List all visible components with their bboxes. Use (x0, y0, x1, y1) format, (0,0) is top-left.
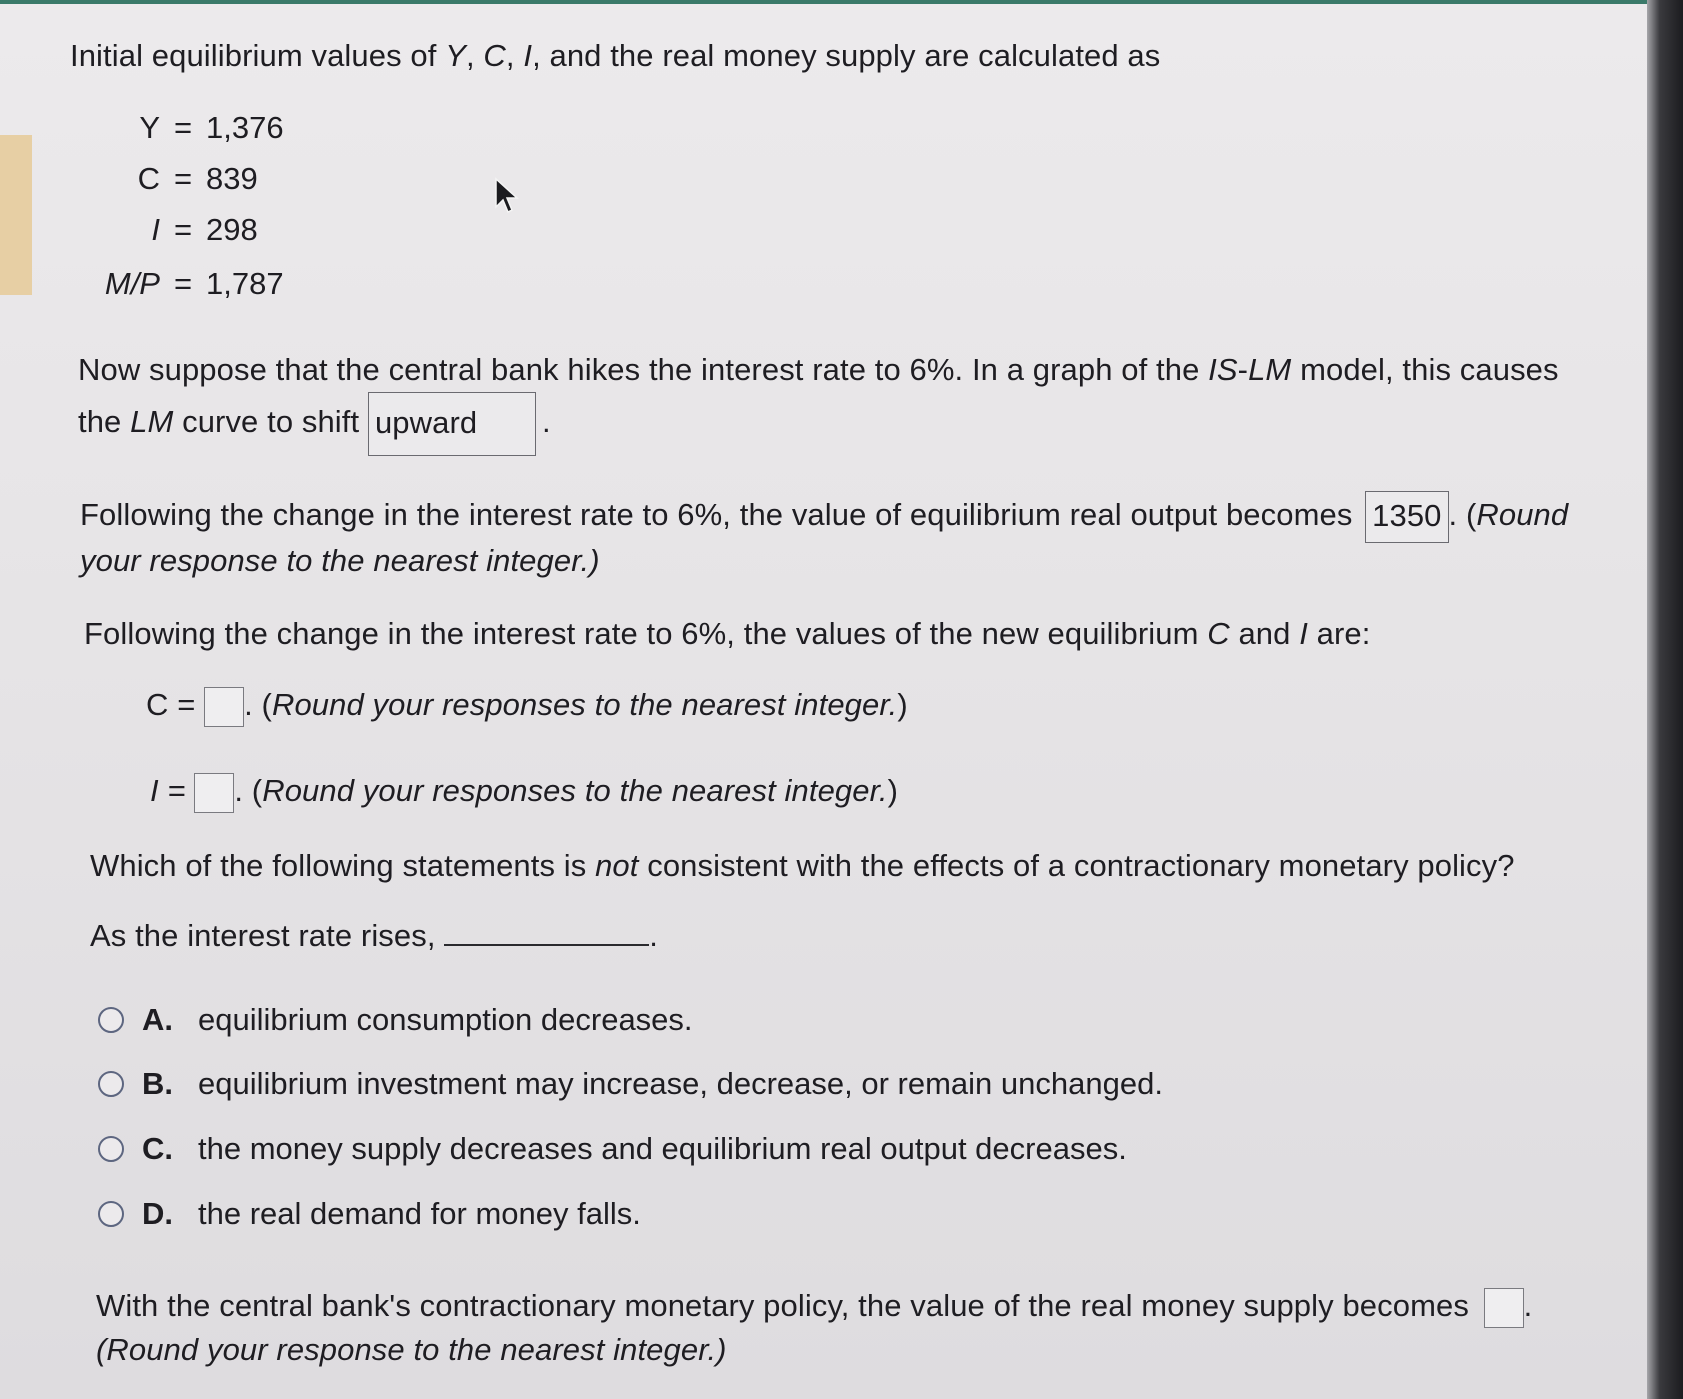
q5-line2: (Round your response to the nearest integer.) (96, 1332, 727, 1367)
radio-button-icon[interactable] (98, 1201, 124, 1227)
q4-stem: As the interest rate rises, . (90, 918, 658, 953)
equation-value: 298 (206, 212, 258, 247)
choice-text: equilibrium consumption decreases. (198, 1002, 693, 1037)
money-supply-answer-input[interactable] (1484, 1288, 1524, 1328)
equation-c: C = 839 (70, 159, 258, 199)
q4-question: Which of the following statements is not consistent with the effects of a contractionary monetary policy? (90, 848, 1515, 883)
intro-text: Initial equilibrium values of Y, C, I, and the real money supply are calculated as (70, 38, 1161, 73)
choice-c[interactable]: C. the money supply decreases and equilibrium real output decreases. (98, 1129, 1127, 1169)
mouse-cursor-icon (494, 177, 520, 215)
q3-i-row: I = . (Round your responses to the nearest integer.) (150, 769, 898, 813)
i-answer-input[interactable] (194, 773, 234, 813)
top-strip (0, 0, 1683, 4)
equation-value: 839 (206, 161, 258, 196)
radio-button-icon[interactable] (98, 1007, 124, 1033)
q3-intro: Following the change in the interest rate to 6%, the values of the new equilibrium C and I are: (84, 616, 1371, 651)
radio-button-icon[interactable] (98, 1071, 124, 1097)
choice-a[interactable]: A. equilibrium consumption decreases. (98, 1000, 693, 1040)
fill-blank-line (444, 916, 649, 946)
choice-b[interactable]: B. equilibrium investment may increase, decrease, or remain unchanged. (98, 1064, 1163, 1104)
q3-c-row: C = . (Round your responses to the nearest integer.) (146, 683, 908, 727)
lm-shift-answer: upward (374, 405, 478, 440)
q5-line1: With the central bank's contractionary monetary policy, the value of the real money supply becomes . (96, 1284, 1532, 1328)
output-answer-box[interactable] (1365, 491, 1448, 543)
radio-button-icon[interactable] (98, 1136, 124, 1162)
equation-mp: M/P = 1,787 (70, 264, 284, 304)
equation-i: I = 298 (70, 210, 258, 250)
equation-value: 1,376 (206, 110, 284, 145)
choice-text: the real demand for money falls. (198, 1196, 641, 1231)
equation-lhs: I (151, 212, 160, 247)
q2-line2: your response to the nearest integer.) (80, 543, 600, 578)
choice-text: equilibrium investment may increase, decrease, or remain unchanged. (198, 1066, 1163, 1101)
q1-line2: the LM curve to shift upward . (78, 392, 551, 456)
choice-text: the money supply decreases and equilibrium real output decreases. (198, 1131, 1127, 1166)
equation-lhs: Y (139, 110, 160, 145)
screen-bezel (1647, 0, 1683, 1399)
equation-lhs: M/P (104, 266, 160, 301)
left-edge-tab (0, 135, 32, 295)
output-answer: 1350 (1372, 497, 1442, 533)
choice-d[interactable]: D. the real demand for money falls. (98, 1194, 641, 1234)
q2-line1: Following the change in the interest rate to 6%, the value of equilibrium real output becomes 1350 . (Round (80, 489, 1568, 543)
equation-value: 1,787 (206, 266, 284, 301)
q1-line1: Now suppose that the central bank hikes the interest rate to 6%. In a graph of the IS-LM model, this causes (78, 352, 1559, 387)
equation-y: Y = 1,376 (70, 108, 284, 148)
lm-shift-answer-box[interactable] (368, 392, 536, 456)
equation-lhs: C (137, 161, 160, 196)
c-answer-input[interactable] (204, 687, 244, 727)
